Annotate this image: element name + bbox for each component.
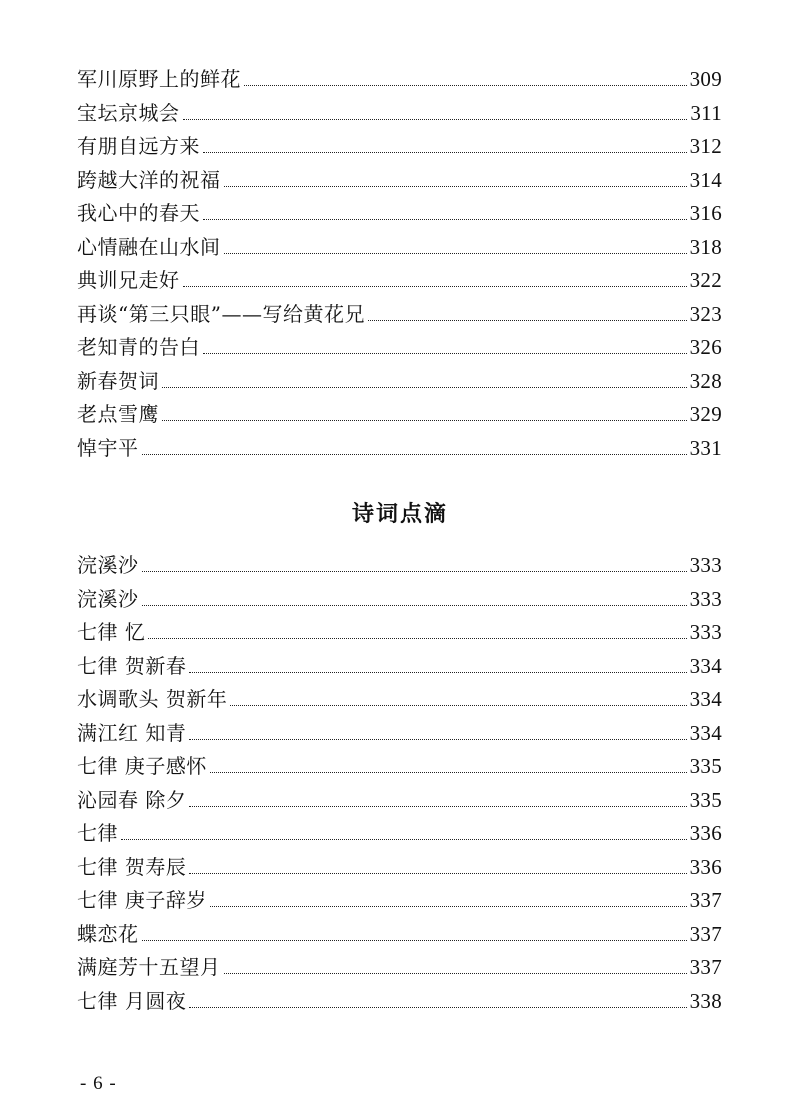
dot-leader (189, 806, 686, 807)
dot-leader (183, 119, 688, 120)
toc-entry[interactable] (77, 717, 722, 751)
toc-entry-title: 七律 贺寿辰 (77, 854, 187, 879)
toc-entry-title: 再谈“第三只眼”——写给黄花兄 (77, 301, 365, 326)
dot-leader (203, 219, 687, 220)
toc-entry-page: 312 (689, 134, 722, 158)
toc-entry-page: 336 (689, 854, 722, 879)
toc-entry[interactable] (77, 197, 722, 231)
toc-entry-page: 309 (689, 67, 722, 91)
toc-entry-title: 老点雪鹰 (77, 402, 159, 426)
toc-entry-page: 311 (690, 100, 722, 125)
toc-entry-title: 七律 月圆夜 (77, 988, 187, 1013)
toc-entry[interactable] (77, 951, 722, 985)
toc-entry-title: 水调歌头 贺新年 (77, 687, 228, 711)
dot-leader (189, 1007, 686, 1008)
dot-leader (244, 85, 687, 86)
toc-entry[interactable] (77, 331, 722, 365)
toc-entry-page: 322 (689, 268, 722, 292)
toc-entry-title: 满江红 知青 (77, 720, 187, 745)
dot-leader (162, 387, 687, 388)
toc-entry-title: 浣溪沙 (77, 586, 139, 611)
toc-entry-page: 338 (689, 988, 722, 1013)
dot-leader (183, 286, 687, 287)
toc-list-prose (77, 63, 722, 465)
dot-leader (142, 454, 687, 455)
toc-entry[interactable] (77, 432, 722, 466)
dot-leader (142, 940, 687, 941)
dot-leader (162, 420, 687, 421)
toc-entry-title: 老知青的告白 (77, 335, 200, 359)
toc-entry[interactable] (77, 784, 722, 818)
toc-entry-page: 336 (689, 821, 722, 845)
toc-entry-page: 334 (689, 653, 722, 678)
dot-leader (368, 320, 687, 321)
toc-entry-title: 典训兄走好 (77, 268, 180, 292)
toc-entry-title: 满庭芳十五望月 (77, 955, 221, 979)
dot-leader (189, 873, 686, 874)
toc-entry-title: 七律 庚子辞岁 (77, 888, 207, 912)
dot-leader (230, 705, 686, 706)
toc-entry[interactable] (77, 817, 722, 851)
dot-leader (148, 638, 686, 639)
toc-list-poetry (77, 549, 722, 1018)
toc-entry[interactable] (77, 549, 722, 583)
toc-entry-page: 335 (689, 754, 722, 778)
dot-leader (189, 672, 686, 673)
toc-entry[interactable] (77, 130, 722, 164)
toc-entry-title: 七律 忆 (77, 620, 146, 644)
toc-entry[interactable] (77, 650, 722, 684)
toc-entry-page: 337 (689, 921, 722, 946)
dot-leader (224, 253, 687, 254)
toc-entry-title: 军川原野上的鲜花 (77, 67, 241, 91)
dot-leader (210, 772, 687, 773)
toc-entry-page: 323 (689, 301, 722, 326)
toc-entry[interactable] (77, 97, 722, 131)
toc-entry-page: 337 (689, 888, 722, 912)
toc-entry[interactable] (77, 164, 722, 198)
toc-entry-title: 七律 贺新春 (77, 653, 187, 678)
dot-leader (224, 186, 687, 187)
toc-entry-page: 331 (689, 435, 722, 460)
dot-leader (142, 605, 687, 606)
toc-entry-title: 新春贺词 (77, 368, 159, 393)
toc-entry-page: 335 (689, 787, 722, 812)
toc-entry[interactable] (77, 918, 722, 952)
toc-entry-title: 七律 庚子感怀 (77, 754, 207, 778)
toc-entry-title: 沁园春 除夕 (77, 787, 187, 812)
toc-entry[interactable] (77, 365, 722, 399)
toc-entry-page: 316 (689, 201, 722, 225)
dot-leader (189, 739, 686, 740)
dot-leader (142, 571, 687, 572)
toc-entry-title: 宝坛京城会 (77, 100, 180, 125)
toc-entry[interactable] (77, 298, 722, 332)
toc-entry-title: 我心中的春天 (77, 201, 200, 225)
toc-entry[interactable] (77, 884, 722, 918)
toc-entry[interactable] (77, 583, 722, 617)
toc-entry-page: 333 (689, 620, 722, 644)
toc-entry-title: 有朋自远方来 (77, 134, 200, 158)
dot-leader (210, 906, 687, 907)
toc-entry[interactable] (77, 264, 722, 298)
toc-entry-title: 悼宇平 (77, 435, 139, 460)
toc-entry-page: 328 (689, 368, 722, 393)
toc-entry-title: 心情融在山水间 (77, 234, 221, 259)
dot-leader (121, 839, 687, 840)
section-heading: 诗词点滴 (351, 501, 448, 527)
toc-entry[interactable] (77, 63, 722, 97)
toc-entry[interactable] (77, 750, 722, 784)
toc-entry-page: 334 (689, 687, 722, 711)
toc-entry-page: 314 (689, 167, 722, 192)
toc-entry-page: 334 (689, 720, 722, 745)
toc-entry[interactable] (77, 683, 722, 717)
toc-entry[interactable] (77, 616, 722, 650)
toc-entry[interactable] (77, 231, 722, 265)
toc-entry-page: 329 (689, 402, 722, 426)
toc-entry[interactable] (77, 985, 722, 1019)
dot-leader (224, 973, 687, 974)
toc-entry-title: 浣溪沙 (77, 553, 139, 577)
toc-entry-page: 318 (689, 234, 722, 259)
toc-entry-title: 蝶恋花 (77, 921, 139, 946)
page-number: - 6 - (80, 1073, 117, 1094)
dot-leader (203, 152, 687, 153)
toc-entry-title: 七律 (77, 821, 118, 845)
toc-entry-page: 337 (689, 955, 722, 979)
toc-entry[interactable] (77, 851, 722, 885)
toc-entry-page: 333 (689, 586, 722, 611)
toc-entry[interactable] (77, 398, 722, 432)
dot-leader (203, 353, 687, 354)
toc-entry-page: 326 (689, 335, 722, 359)
toc-entry-page: 333 (689, 553, 722, 577)
toc-entry-title: 跨越大洋的祝福 (77, 167, 221, 192)
